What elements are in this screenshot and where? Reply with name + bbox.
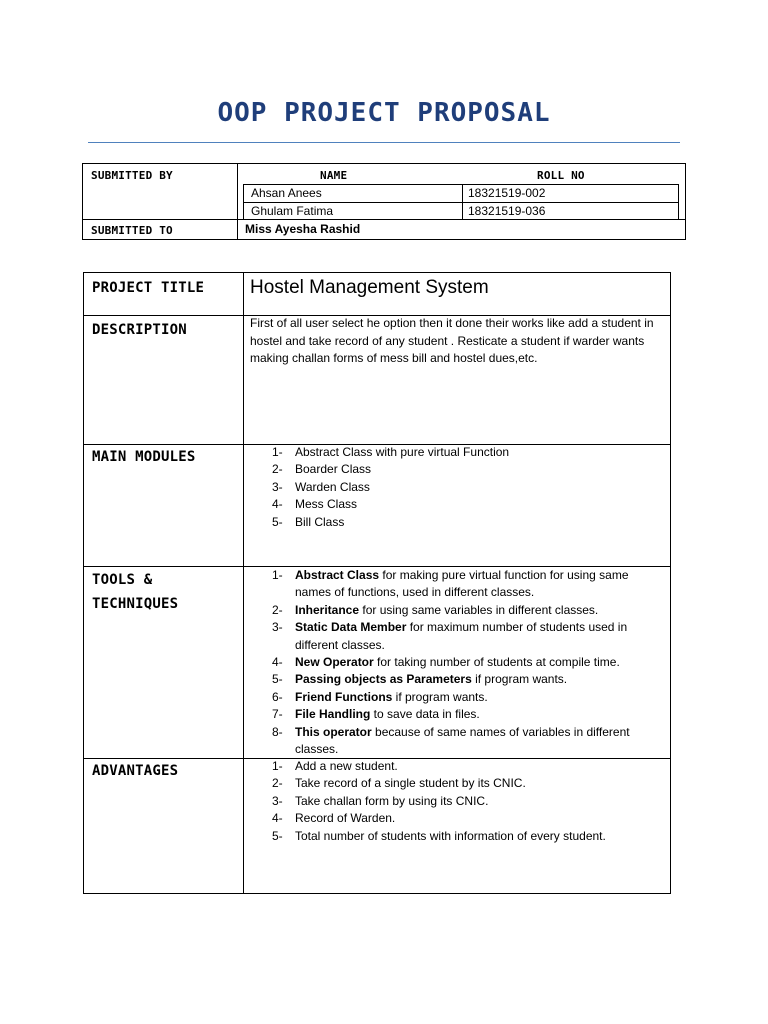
proposal-table-divider bbox=[243, 273, 244, 893]
list-item: 6- Friend Functions if program wants. bbox=[272, 689, 488, 704]
list-item: 4- Mess Class bbox=[272, 497, 358, 512]
members-table-row-divider bbox=[244, 202, 678, 203]
advantages-label: ADVANTAGES bbox=[92, 763, 179, 779]
list-item: 4- New Operator for taking number of students at compile time. bbox=[272, 655, 620, 670]
modules-list bbox=[250, 444, 655, 531]
list-item: 5- Passing objects as Parameters if program wants. bbox=[272, 672, 568, 687]
list-item: 2- Boarder Class bbox=[272, 462, 372, 477]
tools-list bbox=[250, 567, 655, 758]
members-table bbox=[243, 184, 679, 219]
list-item: 5- Bill Class bbox=[272, 514, 345, 529]
member-roll-1: 18321519-002 bbox=[468, 186, 546, 200]
submission-table-row-divider bbox=[83, 219, 685, 220]
project-title-label: PROJECT TITLE bbox=[92, 280, 205, 296]
advantages-list bbox=[250, 758, 655, 845]
tools-label-line2: TECHNIQUES bbox=[92, 596, 179, 612]
list-item: 3- Warden Class bbox=[272, 479, 370, 494]
member-name-2: Ghulam Fatima bbox=[251, 204, 334, 218]
description-text: First of all user select he option then it done their works like add a student in hostel and take record of any student . Resticate a student if warder wants making challan forms of mess bill and hostel dues,etc. bbox=[250, 316, 654, 365]
description-label: DESCRIPTION bbox=[92, 322, 187, 338]
document-title: OOP PROJECT PROPOSAL bbox=[217, 98, 551, 128]
submission-table bbox=[82, 163, 686, 240]
list-item: 5- Total number of students with information of every student. bbox=[272, 828, 606, 843]
list-item: 3- Static Data Member for maximum number of students used in different classes. bbox=[272, 620, 628, 652]
project-title: Hostel Management System bbox=[250, 277, 489, 298]
title-underline bbox=[88, 142, 680, 143]
submission-table-divider bbox=[237, 164, 238, 239]
main-modules-label: MAIN MODULES bbox=[92, 449, 196, 465]
name-column-header: NAME bbox=[320, 169, 348, 182]
list-item: 3- Take challan form by using its CNIC. bbox=[272, 793, 489, 808]
list-item: 8- This operator because of same names of variables in different classes. bbox=[272, 724, 630, 757]
submitted-to-label: SUBMITTED TO bbox=[91, 224, 173, 237]
list-item: 1- Abstract Class with pure virtual Function bbox=[272, 445, 510, 459]
member-name-1: Ahsan Anees bbox=[251, 186, 322, 200]
submitted-by-label: SUBMITTED BY bbox=[91, 169, 173, 182]
list-item: 1- Add a new student. bbox=[272, 759, 398, 773]
list-item: 7- File Handling to save data in files. bbox=[272, 707, 480, 722]
list-item: 4- Record of Warden. bbox=[272, 811, 396, 826]
list-item: 2- Inheritance for using same variables in different classes. bbox=[272, 602, 599, 617]
submitted-to-value: Miss Ayesha Rashid bbox=[245, 222, 361, 236]
list-item: 2- Take record of a single student by its CNIC. bbox=[272, 776, 526, 791]
tools-label-line1: TOOLS & bbox=[92, 572, 153, 588]
roll-column-header: ROLL NO bbox=[537, 169, 585, 182]
proposal-table bbox=[83, 272, 671, 894]
member-roll-2: 18321519-036 bbox=[468, 204, 546, 218]
list-item: 1- Abstract Class for making pure virtual function for using same names of functions, used in different classes. bbox=[272, 568, 629, 600]
